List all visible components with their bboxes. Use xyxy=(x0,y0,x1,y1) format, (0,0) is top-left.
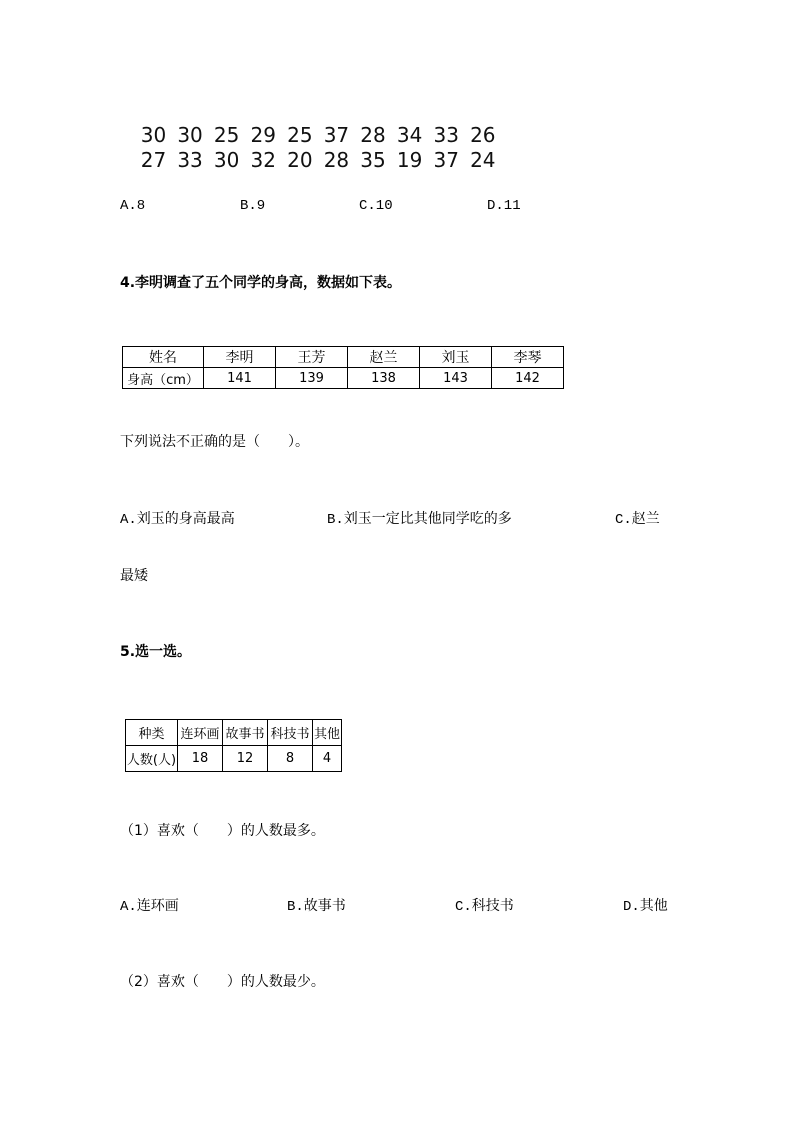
q5-option-d: D.其他 xyxy=(623,899,668,915)
data-value: 28 xyxy=(360,123,386,147)
data-value: 34 xyxy=(396,123,423,147)
table-cell: 8 xyxy=(268,746,313,772)
data-value: 19 xyxy=(396,148,423,172)
table-cell: 12 xyxy=(223,746,268,772)
q5-option-a: A.连环画 xyxy=(120,899,179,915)
table-header-cell: 故事书 xyxy=(223,720,268,746)
data-value: 30 xyxy=(177,123,203,147)
q3-option-b: B.9 xyxy=(240,198,266,214)
data-value: 24 xyxy=(470,148,496,172)
table-cell: 138 xyxy=(348,368,420,389)
q5-option-c: C.科技书 xyxy=(455,899,514,915)
table-cell: 人数(人) xyxy=(126,746,178,772)
table-cell: 143 xyxy=(420,368,492,389)
table-header-row xyxy=(123,347,564,368)
data-row-2 xyxy=(128,124,507,172)
q5-question: 5.选一选。 xyxy=(120,644,192,660)
table-header-row xyxy=(126,720,342,746)
data-value: 29 xyxy=(250,123,276,147)
q4-option-c-wrap: 最矮 xyxy=(120,568,148,584)
table-cell: 141 xyxy=(204,368,276,389)
data-value: 26 xyxy=(470,123,496,147)
q4-option-c: C.赵兰 xyxy=(615,512,660,528)
q4-question: 4.李明调查了五个同学的身高，数据如下表。 xyxy=(120,275,402,291)
data-value: 20 xyxy=(287,148,313,172)
table-header-cell: 李琴 xyxy=(492,347,564,368)
data-value: 37 xyxy=(433,148,459,172)
q3-option-a: A.8 xyxy=(120,198,146,214)
table-cell: 4 xyxy=(313,746,342,772)
data-value: 33 xyxy=(177,148,203,172)
data-value: 32 xyxy=(250,148,276,172)
table-header-cell: 姓名 xyxy=(123,347,204,368)
q5-sub1: （1）喜欢（ ）的人数最多。 xyxy=(120,823,325,839)
height-table xyxy=(122,346,564,389)
q5-option-b: B.故事书 xyxy=(287,899,346,915)
table-header-cell: 种类 xyxy=(126,720,178,746)
table-header-cell: 其他 xyxy=(313,720,342,746)
data-value: 25 xyxy=(213,123,240,147)
data-value: 30 xyxy=(140,123,167,147)
q4-option-a: A.刘玉的身高最高 xyxy=(120,512,235,528)
data-value: 37 xyxy=(323,123,350,147)
data-value: 28 xyxy=(323,148,350,172)
table-header-cell: 连环画 xyxy=(178,720,223,746)
data-value: 33 xyxy=(433,123,459,147)
table-header-cell: 王芳 xyxy=(276,347,348,368)
table-row xyxy=(126,746,342,772)
data-value: 27 xyxy=(140,148,167,172)
q4-option-b: B.刘玉一定比其他同学吃的多 xyxy=(327,512,512,528)
table-header-cell: 赵兰 xyxy=(348,347,420,368)
q5-sub2: （2）喜欢（ ）的人数最少。 xyxy=(120,974,325,990)
data-value: 25 xyxy=(287,123,313,147)
table-header-cell: 科技书 xyxy=(268,720,313,746)
table-cell: 18 xyxy=(178,746,223,772)
data-value: 30 xyxy=(213,148,240,172)
data-value: 35 xyxy=(360,148,386,172)
table-row xyxy=(123,368,564,389)
q3-option-d: D.11 xyxy=(487,198,521,214)
table-header-cell: 李明 xyxy=(204,347,276,368)
q4-prompt: 下列说法不正确的是（ ）。 xyxy=(120,434,309,450)
table-cell: 139 xyxy=(276,368,348,389)
table-header-cell: 刘玉 xyxy=(420,347,492,368)
table-cell: 身高（cm） xyxy=(123,368,204,389)
table-cell: 142 xyxy=(492,368,564,389)
category-table xyxy=(125,719,342,772)
q3-option-c: C.10 xyxy=(359,198,393,214)
